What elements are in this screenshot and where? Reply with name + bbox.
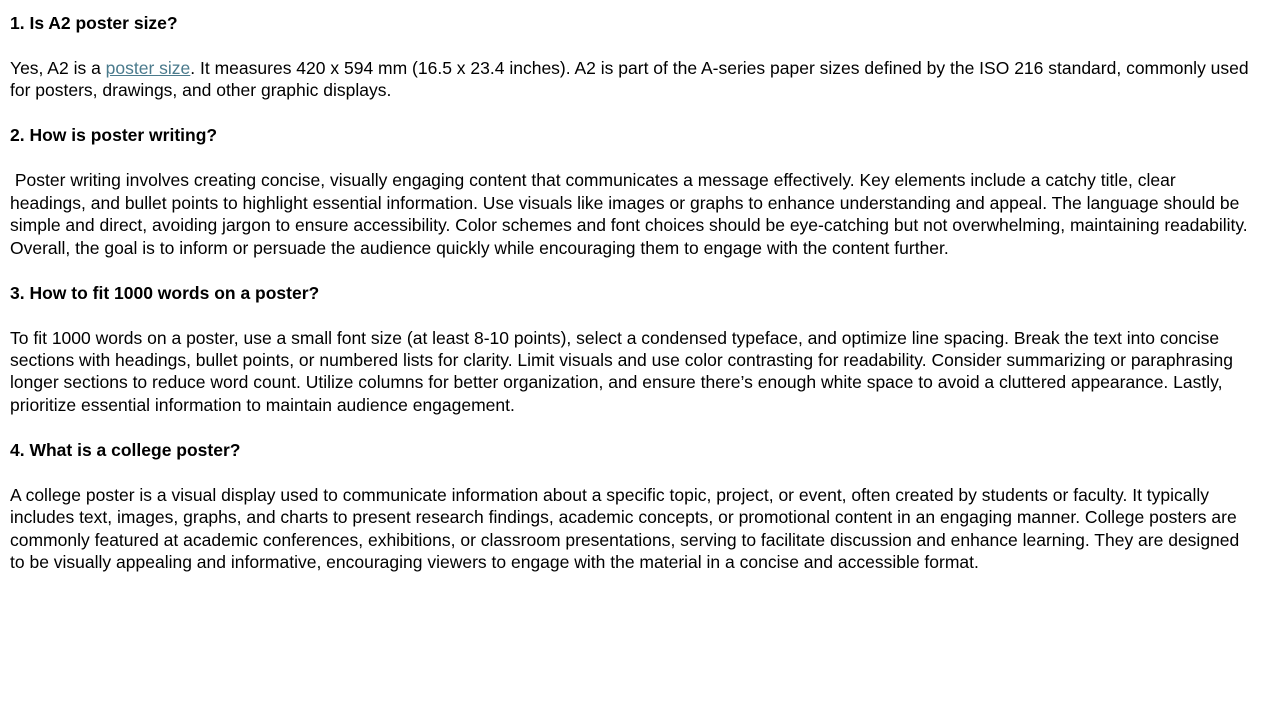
faq-answer-4: A college poster is a visual display used to communicate information about a specific topic, project, or event, often created by students or faculty. It typically includes text, images, graphs, and charts to present research findings, academic concepts, or promotional content in an engaging manner. College posters are commonly featured at academic conferences, exhibitions, or classroom presentations, serving to facilitate discussion and enhance learning. They are designed to be visually appealing and informative, encouraging viewers to engage with the material in a concise and accessible format. xyxy=(10,484,1240,573)
faq-answer-3: To fit 1000 words on a poster, use a small font size (at least 8-10 points), select a condensed typeface, and optimize line spacing. Break the text into concise sections with headings, bullet points, or numbered lists for clarity. Limit visuals and use color contrasting for readability. Consider summarizing or paraphrasing longer sections to reduce word count. Utilize columns for better organization, and ensure there’s enough white space to avoid a cluttered appearance. Lastly, prioritize essential information to maintain audience engagement. xyxy=(10,327,1233,415)
faq-answer-1 xyxy=(10,57,1250,102)
faq-answer-1-text-start: Yes, A2 is a xyxy=(10,58,106,78)
faq-question-3: 3. How to fit 1000 words on a poster? xyxy=(10,282,320,303)
faq-question-4: 4. What is a college poster? xyxy=(10,439,241,460)
faq-question-1: 1. Is A2 poster size? xyxy=(10,13,178,33)
poster-size-link[interactable]: poster size xyxy=(105,58,191,78)
faq-answer-1-text-end: . It measures 420 x 594 mm (16.5 x 23.4 inches). A2 is part of the A-series paper sizes defined by the ISO 216 standard, commonly used for posters, drawings, and other graphic displays. xyxy=(10,58,1249,101)
faq-answer-2: Poster writing involves creating concise, visually engaging content that communicates a message effectively. Key elements include a catchy title, clear headings, and bullet points to highlight essential information. Use visuals like images or graphs to enhance understanding and appeal. The language should be simple and direct, avoiding jargon to ensure accessibility. Color schemes and font choices should be eye-catching but not overwhelming, maintaining readability. Overall, the goal is to inform or persuade the audience quickly while encouraging them to engage with the content further. xyxy=(10,170,1253,258)
faq-question-2: 2. How is poster writing? xyxy=(10,125,218,146)
